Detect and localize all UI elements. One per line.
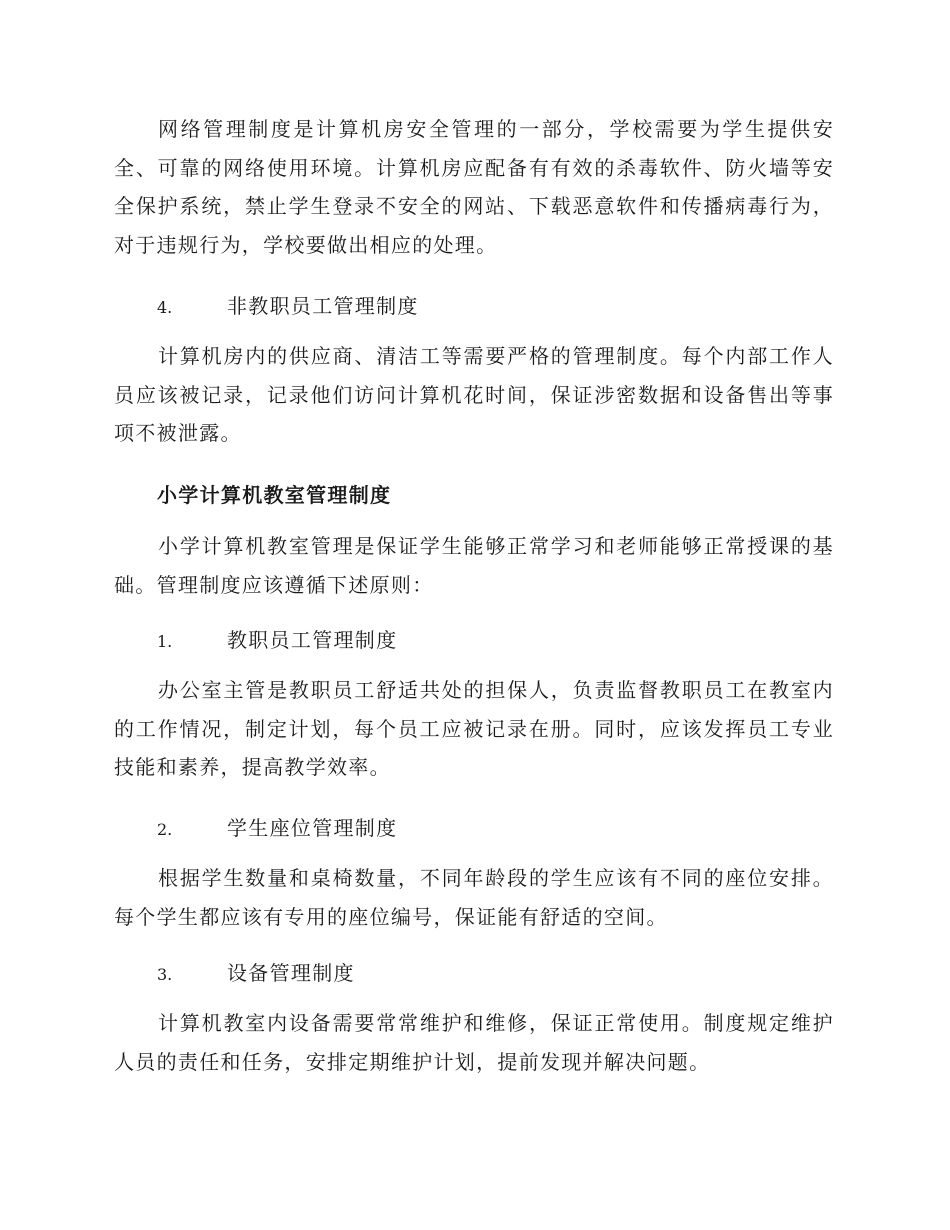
section-heading: 小学计算机教室管理制度 <box>157 483 392 507</box>
list-item-non-staff-management <box>157 287 837 327</box>
list-item-staff-management <box>157 621 837 661</box>
paragraph-non-staff-management: 计算机房内的供应商、清洁工等需要严格的管理制度。每个内部工作人员应该被记录，记录他们访问计算机花时间，保证涉密数据和设备售出等事项不被泄露。 <box>114 344 834 445</box>
paragraph-network-management: 网络管理制度是计算机房安全管理的一部分，学校需要为学生提供安全、可靠的网络使用环境。计算机房应配备有有效的杀毒软件、防火墙等安全保护系统，禁止学生登录不安全的网站、下载恶意软件和传播病毒行为，对于违规行为，学校要做出相应的处理。 <box>114 117 834 257</box>
list-item-title: 设备管理制度 <box>227 961 355 985</box>
list-item-number: 4. <box>157 298 173 317</box>
list-item-equipment-management <box>157 954 837 994</box>
list-item-number: 1. <box>157 632 173 651</box>
paragraph-seat-management: 根据学生数量和桌椅数量，不同年龄段的学生应该有不同的座位安排。每个学生都应该有专用的座位编号，保证能有舒适的空间。 <box>114 866 834 929</box>
list-item-title: 非教职员工管理制度 <box>227 294 419 318</box>
list-item-seat-management <box>157 809 837 849</box>
paragraph-staff-management: 办公室主管是教职员工舒适共处的担保人，负责监督教职员工在教室内的工作情况，制定计划，每个员工应被记录在册。同时，应该发挥员工专业技能和素养，提高教学效率。 <box>114 678 834 779</box>
list-item-title: 学生座位管理制度 <box>227 816 398 840</box>
list-item-number: 3. <box>157 965 173 984</box>
paragraph-classroom-intro: 小学计算机教室管理是保证学生能够正常学习和老师能够正常授课的基础。管理制度应该遵循下述原则： <box>114 534 834 597</box>
paragraph-equipment-management: 计算机教室内设备需要常常维护和维修，保证正常使用。制度规定维护人员的责任和任务，安排定期维护计划，提前发现并解决问题。 <box>114 1011 834 1074</box>
list-item-number: 2. <box>157 820 173 839</box>
list-item-title: 教职员工管理制度 <box>227 628 398 652</box>
